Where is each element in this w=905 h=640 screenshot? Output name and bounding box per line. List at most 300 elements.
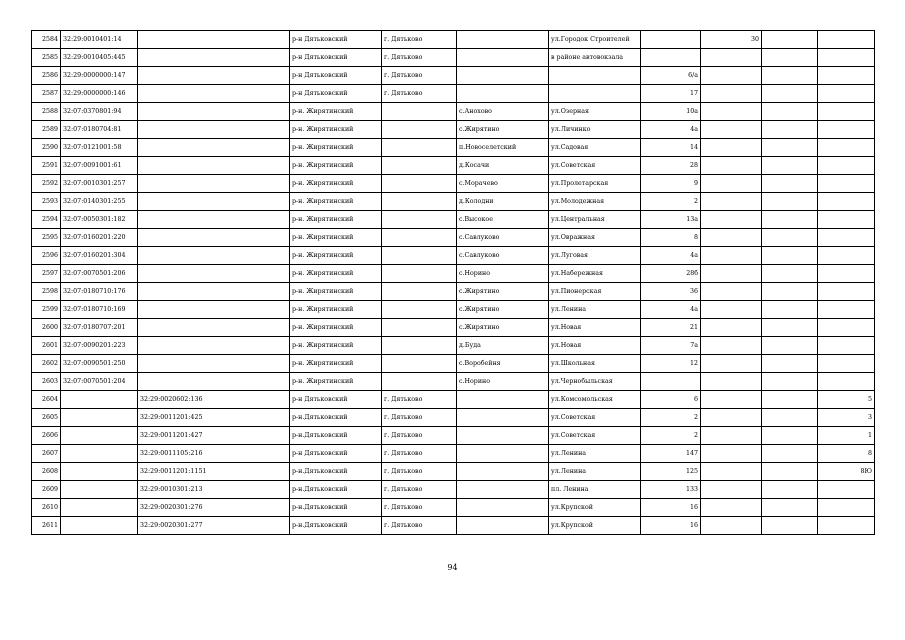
street-cell: в районе автовокзала [549,49,641,67]
settlement-cell: с.Жирятино [457,283,549,301]
registry-table [31,30,875,535]
extra-number-cell [701,481,762,499]
cadastral-number-alt-cell: 32:29:0020301:276 [138,499,290,517]
cadastral-number-cell [61,391,138,409]
district-cell: р-н Дятьковский [290,391,382,409]
extra-number-cell [701,445,762,463]
street-cell [549,67,641,85]
city-cell [382,355,457,373]
cadastral-number-alt-cell [138,139,290,157]
extra-number-cell [701,301,762,319]
extra-cell [762,265,818,283]
district-cell: р-н. Жирятинский [290,193,382,211]
cadastral-number-cell [61,445,138,463]
extra-cell [762,31,818,49]
cadastral-number-alt-cell [138,157,290,175]
house-number-cell: 16 [641,499,701,517]
street-cell: ул.Ленина [549,301,641,319]
district-cell: р-н. Жирятинский [290,265,382,283]
house-number-cell [641,373,701,391]
extra-number-cell [701,67,762,85]
street-cell: ул.Комсомольская [549,391,641,409]
extra-number-cell [701,211,762,229]
building-cell [818,481,875,499]
extra-cell [762,355,818,373]
cadastral-number-alt-cell [138,175,290,193]
district-cell: р-н Дятьковский [290,85,382,103]
street-cell: ул.Набережная [549,265,641,283]
extra-cell [762,301,818,319]
cadastral-number-cell [61,481,138,499]
settlement-cell [457,85,549,103]
row-number-cell: 2584 [32,31,61,49]
extra-cell [762,175,818,193]
city-cell: г. Дятьково [382,517,457,535]
building-cell [818,67,875,85]
extra-cell [762,409,818,427]
cadastral-number-cell: 32:07:0160201:220 [61,229,138,247]
extra-number-cell [701,373,762,391]
extra-cell [762,481,818,499]
district-cell: р-н Дятьковский [290,49,382,67]
extra-number-cell [701,121,762,139]
building-cell [818,301,875,319]
district-cell: р-н. Жирятинский [290,103,382,121]
building-cell [818,337,875,355]
street-cell: ул.Городок Строителей [549,31,641,49]
settlement-cell: с.Морачево [457,175,549,193]
district-cell: р-н.Дятьковский [290,463,382,481]
street-cell: ул.Ленина [549,445,641,463]
row-number-cell: 2604 [32,391,61,409]
district-cell: р-н.Дятьковский [290,499,382,517]
row-number-cell: 2594 [32,211,61,229]
table-row [32,301,875,319]
city-cell: г. Дятьково [382,85,457,103]
street-cell: ул.Луговая [549,247,641,265]
city-cell [382,157,457,175]
extra-number-cell [701,49,762,67]
district-cell: р-н Дятьковский [290,31,382,49]
district-cell: р-н. Жирятинский [290,301,382,319]
building-cell [818,517,875,535]
street-cell: ул.Центральная [549,211,641,229]
house-number-cell: 7а [641,337,701,355]
city-cell [382,301,457,319]
district-cell: р-н.Дятьковский [290,427,382,445]
house-number-cell: 17 [641,85,701,103]
building-cell [818,373,875,391]
house-number-cell: 21 [641,319,701,337]
row-number-cell: 2597 [32,265,61,283]
table-row [32,355,875,373]
house-number-cell: 6/а [641,67,701,85]
row-number-cell: 2593 [32,193,61,211]
cadastral-number-alt-cell: 32:29:0020301:277 [138,517,290,535]
cadastral-number-alt-cell [138,265,290,283]
extra-cell [762,247,818,265]
building-cell: 8Ю [818,463,875,481]
cadastral-number-alt-cell [138,211,290,229]
district-cell: р-н.Дятьковский [290,481,382,499]
city-cell: г. Дятьково [382,445,457,463]
building-cell [818,265,875,283]
row-number-cell: 2608 [32,463,61,481]
city-cell [382,175,457,193]
row-number-cell: 2605 [32,409,61,427]
cadastral-number-cell: 32:29:0010405:445 [61,49,138,67]
city-cell [382,229,457,247]
cadastral-number-alt-cell: 32:29:0010301:213 [138,481,290,499]
extra-cell [762,229,818,247]
house-number-cell: 16 [641,517,701,535]
extra-cell [762,427,818,445]
building-cell [818,31,875,49]
extra-number-cell [701,139,762,157]
table-row [32,481,875,499]
row-number-cell: 2588 [32,103,61,121]
street-cell [549,85,641,103]
settlement-cell [457,391,549,409]
city-cell: г. Дятьково [382,427,457,445]
district-cell: р-н. Жирятинский [290,139,382,157]
cadastral-number-alt-cell: 32:29:0020602:136 [138,391,290,409]
district-cell: р-н. Жирятинский [290,229,382,247]
settlement-cell: с.Жирятино [457,319,549,337]
cadastral-number-cell [61,499,138,517]
extra-number-cell [701,337,762,355]
house-number-cell: 12 [641,355,701,373]
city-cell: г. Дятьково [382,481,457,499]
table-row [32,337,875,355]
row-number-cell: 2590 [32,139,61,157]
house-number-cell: 2 [641,427,701,445]
street-cell: ул.Пролетарская [549,175,641,193]
city-cell [382,373,457,391]
table-row [32,175,875,193]
city-cell [382,247,457,265]
cadastral-number-cell: 32:07:0140301:255 [61,193,138,211]
table-row [32,157,875,175]
house-number-cell: 28б [641,265,701,283]
house-number-cell: 2 [641,409,701,427]
extra-cell [762,463,818,481]
settlement-cell: с.Воробейня [457,355,549,373]
building-cell [818,319,875,337]
house-number-cell: 6 [641,391,701,409]
city-cell: г. Дятьково [382,499,457,517]
row-number-cell: 2610 [32,499,61,517]
city-cell [382,265,457,283]
extra-cell [762,517,818,535]
extra-number-cell [701,247,762,265]
street-cell: ул.Крупской [549,517,641,535]
house-number-cell: 28 [641,157,701,175]
cadastral-number-cell: 32:07:0180710:176 [61,283,138,301]
extra-number-cell [701,229,762,247]
table-row [32,121,875,139]
row-number-cell: 2599 [32,301,61,319]
cadastral-number-alt-cell [138,319,290,337]
building-cell: 8 [818,445,875,463]
row-number-cell: 2587 [32,85,61,103]
table-row [32,517,875,535]
table-row [32,463,875,481]
building-cell: 5 [818,391,875,409]
district-cell: р-н. Жирятинский [290,283,382,301]
extra-number-cell [701,283,762,301]
street-cell: ул.Чернобыльская [549,373,641,391]
table-row [32,31,875,49]
house-number-cell: 4а [641,121,701,139]
row-number-cell: 2586 [32,67,61,85]
settlement-cell: с.Жирятино [457,301,549,319]
extra-number-cell [701,463,762,481]
house-number-cell: 14 [641,139,701,157]
settlement-cell: с.Норино [457,265,549,283]
cadastral-number-cell: 32:07:0180710:169 [61,301,138,319]
building-cell [818,229,875,247]
extra-cell [762,103,818,121]
building-cell: 3 [818,409,875,427]
house-number-cell [641,31,701,49]
cadastral-number-alt-cell [138,67,290,85]
building-cell [818,157,875,175]
building-cell [818,49,875,67]
row-number-cell: 2585 [32,49,61,67]
table-row [32,67,875,85]
extra-cell [762,121,818,139]
city-cell: г. Дятьково [382,67,457,85]
table-row [32,427,875,445]
street-cell: ул.Пионерская [549,283,641,301]
cadastral-number-cell: 32:07:0370801:94 [61,103,138,121]
extra-cell [762,211,818,229]
extra-number-cell [701,391,762,409]
table-row [32,445,875,463]
cadastral-number-alt-cell: 32:29:0011201:425 [138,409,290,427]
district-cell: р-н. Жирятинский [290,319,382,337]
city-cell [382,211,457,229]
row-number-cell: 2607 [32,445,61,463]
settlement-cell: п.Новоселетский [457,139,549,157]
extra-cell [762,337,818,355]
settlement-cell [457,427,549,445]
cadastral-number-alt-cell [138,193,290,211]
extra-number-cell [701,85,762,103]
district-cell: р-н. Жирятинский [290,355,382,373]
cadastral-number-cell: 32:07:0160201:304 [61,247,138,265]
table-row [32,499,875,517]
district-cell: р-н Дятьковский [290,67,382,85]
district-cell: р-н.Дятьковский [290,409,382,427]
registry-table-body [32,31,875,535]
settlement-cell: д.Косачи [457,157,549,175]
cadastral-number-cell: 32:07:0180707:201 [61,319,138,337]
table-row [32,391,875,409]
extra-cell [762,319,818,337]
settlement-cell [457,481,549,499]
city-cell [382,103,457,121]
settlement-cell: с.Анохово [457,103,549,121]
city-cell [382,139,457,157]
settlement-cell: д.Колодни [457,193,549,211]
street-cell: ул.Крупской [549,499,641,517]
street-cell: ул.Новая [549,319,641,337]
cadastral-number-cell: 32:07:0070501:204 [61,373,138,391]
cadastral-number-cell: 32:07:0050301:182 [61,211,138,229]
building-cell [818,139,875,157]
page-number: 94 [447,563,458,572]
extra-number-cell [701,175,762,193]
house-number-cell: 125 [641,463,701,481]
row-number-cell: 2598 [32,283,61,301]
settlement-cell: с.Норино [457,373,549,391]
city-cell: г. Дятьково [382,463,457,481]
district-cell: р-н Дятьковский [290,445,382,463]
settlement-cell: с.Савлуково [457,229,549,247]
street-cell: ул.Советская [549,427,641,445]
cadastral-number-alt-cell: 32:29:0011201:1151 [138,463,290,481]
house-number-cell: 13а [641,211,701,229]
cadastral-number-cell: 32:07:0070501:206 [61,265,138,283]
building-cell [818,247,875,265]
extra-number-cell [701,427,762,445]
district-cell: р-н.Дятьковский [290,517,382,535]
row-number-cell: 2602 [32,355,61,373]
cadastral-number-cell: 32:07:0090201:223 [61,337,138,355]
street-cell: ул.Личинко [549,121,641,139]
cadastral-number-alt-cell [138,355,290,373]
table-row [32,49,875,67]
table-row [32,409,875,427]
house-number-cell: 4а [641,247,701,265]
cadastral-number-cell: 32:07:0091001:61 [61,157,138,175]
cadastral-number-alt-cell [138,103,290,121]
row-number-cell: 2611 [32,517,61,535]
building-cell [818,283,875,301]
district-cell: р-н. Жирятинский [290,175,382,193]
extra-cell [762,85,818,103]
settlement-cell [457,517,549,535]
cadastral-number-cell: 32:07:0180704:81 [61,121,138,139]
cadastral-number-alt-cell [138,229,290,247]
row-number-cell: 2589 [32,121,61,139]
table-row [32,103,875,121]
city-cell [382,319,457,337]
cadastral-number-alt-cell [138,337,290,355]
settlement-cell: с.Савлуково [457,247,549,265]
settlement-cell: с.Жирятино [457,121,549,139]
building-cell: 1 [818,427,875,445]
row-number-cell: 2609 [32,481,61,499]
row-number-cell: 2591 [32,157,61,175]
table-row [32,247,875,265]
extra-cell [762,67,818,85]
row-number-cell: 2596 [32,247,61,265]
cadastral-number-alt-cell [138,301,290,319]
building-cell [818,211,875,229]
building-cell [818,499,875,517]
street-cell: ул.Школьная [549,355,641,373]
table-row [32,373,875,391]
house-number-cell: 147 [641,445,701,463]
city-cell: г. Дятьково [382,409,457,427]
table-row [32,211,875,229]
cadastral-number-cell: 32:07:0010301:257 [61,175,138,193]
settlement-cell [457,31,549,49]
extra-cell [762,373,818,391]
settlement-cell: с.Высокое [457,211,549,229]
extra-cell [762,157,818,175]
extra-number-cell [701,355,762,373]
cadastral-number-cell [61,427,138,445]
city-cell [382,283,457,301]
extra-cell [762,391,818,409]
table-row [32,229,875,247]
extra-cell [762,139,818,157]
cadastral-number-cell: 32:29:0000000:146 [61,85,138,103]
street-cell: ул.Озерная [549,103,641,121]
settlement-cell [457,409,549,427]
district-cell: р-н. Жирятинский [290,337,382,355]
city-cell: г. Дятьково [382,31,457,49]
table-row [32,319,875,337]
district-cell: р-н. Жирятинский [290,373,382,391]
house-number-cell: 36 [641,283,701,301]
row-number-cell: 2603 [32,373,61,391]
cadastral-number-cell: 32:07:0090501:250 [61,355,138,373]
street-cell: ул.Ленина [549,463,641,481]
settlement-cell: д.Буда [457,337,549,355]
cadastral-number-alt-cell [138,49,290,67]
cadastral-number-cell [61,463,138,481]
street-cell: ул.Советская [549,409,641,427]
cadastral-number-cell: 32:07:0121001:58 [61,139,138,157]
extra-number-cell [701,265,762,283]
district-cell: р-н. Жирятинский [290,157,382,175]
cadastral-number-alt-cell [138,373,290,391]
building-cell [818,193,875,211]
street-cell: ул.Садовая [549,139,641,157]
building-cell [818,121,875,139]
district-cell: р-н. Жирятинский [290,247,382,265]
settlement-cell [457,67,549,85]
city-cell: г. Дятьково [382,391,457,409]
house-number-cell: 133 [641,481,701,499]
city-cell [382,121,457,139]
table-row [32,265,875,283]
cadastral-number-alt-cell [138,247,290,265]
row-number-cell: 2592 [32,175,61,193]
extra-cell [762,283,818,301]
row-number-cell: 2600 [32,319,61,337]
extra-number-cell [701,409,762,427]
cadastral-number-alt-cell: 32:29:0011201:427 [138,427,290,445]
street-cell: ул.Новая [549,337,641,355]
house-number-cell: 4а [641,301,701,319]
row-number-cell: 2606 [32,427,61,445]
cadastral-number-cell: 32:29:0000000:147 [61,67,138,85]
house-number-cell: 2 [641,193,701,211]
extra-number-cell [701,319,762,337]
cadastral-number-cell [61,409,138,427]
cadastral-number-alt-cell [138,85,290,103]
district-cell: р-н. Жирятинский [290,121,382,139]
cadastral-number-alt-cell [138,283,290,301]
row-number-cell: 2601 [32,337,61,355]
settlement-cell [457,499,549,517]
